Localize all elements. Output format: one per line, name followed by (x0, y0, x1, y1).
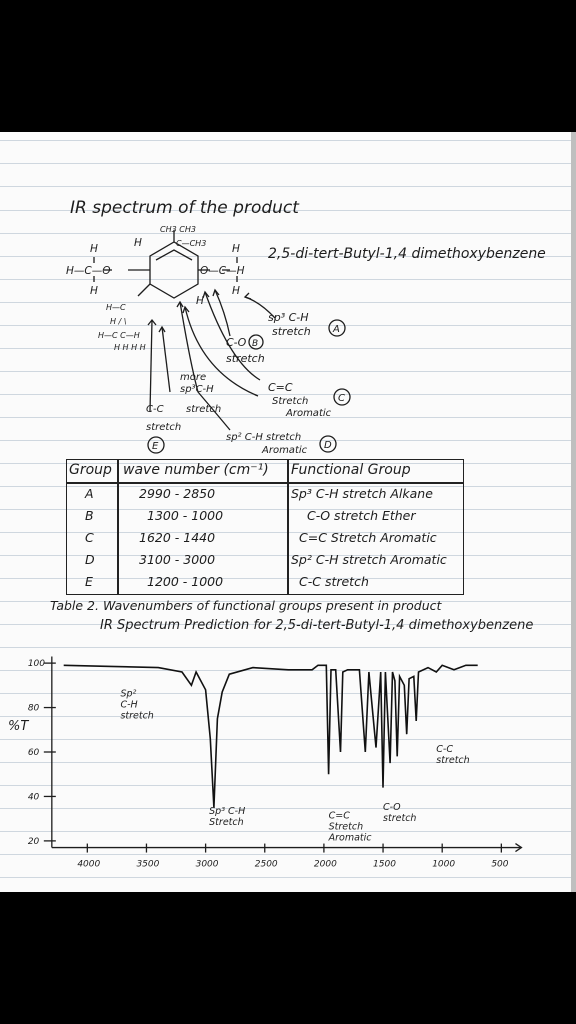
peak-label (436, 744, 469, 766)
annotation-c-line1: C=C (268, 381, 293, 394)
annotation-more-line3: stretch (186, 404, 222, 415)
svg-text:H—C C—H: H—C C—H (98, 331, 140, 340)
svg-text:H—C: H—C (106, 303, 126, 312)
annotation-c-letter: C (338, 393, 345, 404)
peak-label-line: stretch (436, 755, 470, 766)
peak-label (120, 688, 153, 721)
table-caption: Table 2. Wavenumbers of functional groups present in product (50, 598, 442, 613)
page-title: IR spectrum of the product (70, 198, 299, 218)
peak-label (209, 806, 245, 828)
right-group-label: O—C—H (200, 265, 245, 277)
y-tick-label: 100 (27, 659, 46, 670)
table-cell-func: Sp³ C-H stretch Alkane (291, 486, 433, 501)
x-tick-label: 3500 (136, 859, 160, 870)
notebook-page (0, 132, 576, 892)
y-tick-label: 80 (27, 703, 40, 714)
annotation-d-letter: D (324, 440, 332, 451)
peak-label-line: Aromatic (328, 832, 372, 844)
annotation-b-line2: stretch (226, 352, 265, 365)
table-cell-wave: 1200 - 1000 (147, 574, 224, 589)
ch3-right-label: C—CH3 (176, 239, 207, 248)
x-tick-label: 1500 (373, 859, 396, 870)
table-cell-group: A (85, 486, 94, 501)
x-tick-label: 500 (491, 859, 509, 870)
peak-label-line: C-C (436, 744, 453, 755)
left-group-label: H—C—O (66, 265, 111, 277)
annotation-e-letter: E (152, 441, 159, 452)
table-cell-func: C=C Stretch Aromatic (299, 530, 437, 545)
table-cell-group: B (85, 508, 94, 523)
table-cell-wave: 2990 - 2850 (139, 486, 216, 501)
annotation-c-line2: Stretch (272, 396, 309, 407)
table-header-func: Functional Group (291, 462, 411, 478)
peak-label-line: Sp³ C-H (209, 806, 246, 818)
peak-label-line: Sp² (120, 688, 137, 700)
h-atom: H (196, 295, 204, 307)
y-tick-label: 40 (27, 792, 40, 803)
annotation-c-line3: Aromatic (286, 408, 332, 419)
annotation-a-line1: sp³ C-H (268, 311, 309, 324)
ch3-top-label: CH3 CH3 (160, 225, 196, 234)
table-cell-func: Sp² C-H stretch Aromatic (291, 552, 447, 567)
svg-text:H / \: H / \ (110, 317, 127, 326)
table-cell-wave: 3100 - 3000 (139, 552, 216, 567)
annotation-d-line2: Aromatic (262, 445, 308, 456)
annotation-more-line2: sp³C-H (180, 384, 214, 395)
annotation-e-line1: C-C (146, 404, 164, 415)
x-tick-label: 2000 (313, 859, 337, 870)
peak-label (328, 811, 373, 844)
paper-edge (571, 132, 576, 892)
spectrum-title: IR Spectrum Prediction for 2,5-di-tert-Butyl-1,4 dimethoxybenzene (100, 618, 534, 633)
table-cell-func: C-O stretch Ether (307, 508, 416, 523)
h-atom: H (232, 243, 240, 255)
h-atom: H (134, 237, 142, 249)
annotation-a-line2: stretch (272, 325, 311, 338)
table-cell-group: E (85, 574, 93, 589)
ir-spectrum-chart (0, 132, 576, 892)
annotation-more-line1: more (180, 372, 207, 383)
table-cell-wave: 1620 - 1440 (139, 530, 216, 545)
x-tick-label: 4000 (77, 859, 101, 870)
peak-label-line: stretch (120, 710, 154, 722)
y-tick-label: 20 (27, 836, 40, 847)
annotation-a-letter: A (333, 324, 340, 335)
peak-label-line: C=C (328, 810, 350, 822)
annotation-e-line2: stretch (146, 422, 182, 433)
peak-label (383, 802, 416, 824)
svg-text:H H H H: H H H H (114, 343, 146, 352)
peak-label-line: Stretch (209, 817, 244, 829)
compound-name: 2,5-di-tert-Butyl-1,4 dimethoxybenzene (268, 246, 546, 262)
annotation-d-line1: sp² C-H stretch (226, 432, 302, 443)
h-atom: H (90, 243, 98, 255)
h-atom: H (90, 285, 98, 297)
table-cell-func: C-C stretch (299, 574, 369, 589)
h-atom: H (232, 285, 240, 297)
table-cell-wave: 1300 - 1000 (147, 508, 224, 523)
peak-label-line: C-H (120, 699, 138, 711)
table-header-group: Group (69, 462, 112, 478)
peak-label-line: stretch (383, 812, 417, 824)
table-header-wave: wave number (cm⁻¹) (123, 462, 269, 478)
x-tick-label: 2500 (254, 859, 278, 870)
y-tick-label: 60 (27, 748, 40, 758)
spectrum-trace (64, 665, 478, 807)
table-cell-group: C (85, 530, 94, 545)
annotation-b-line1: C-O (226, 336, 247, 349)
x-tick-label: 1000 (432, 859, 456, 870)
y-axis-label: %T (8, 719, 29, 734)
peak-label-line: C-O (383, 801, 401, 813)
x-tick-label: 3000 (195, 859, 219, 870)
peak-label-line: Stretch (328, 821, 364, 833)
annotation-b-letter: B (252, 339, 259, 349)
table-cell-group: D (85, 552, 95, 567)
